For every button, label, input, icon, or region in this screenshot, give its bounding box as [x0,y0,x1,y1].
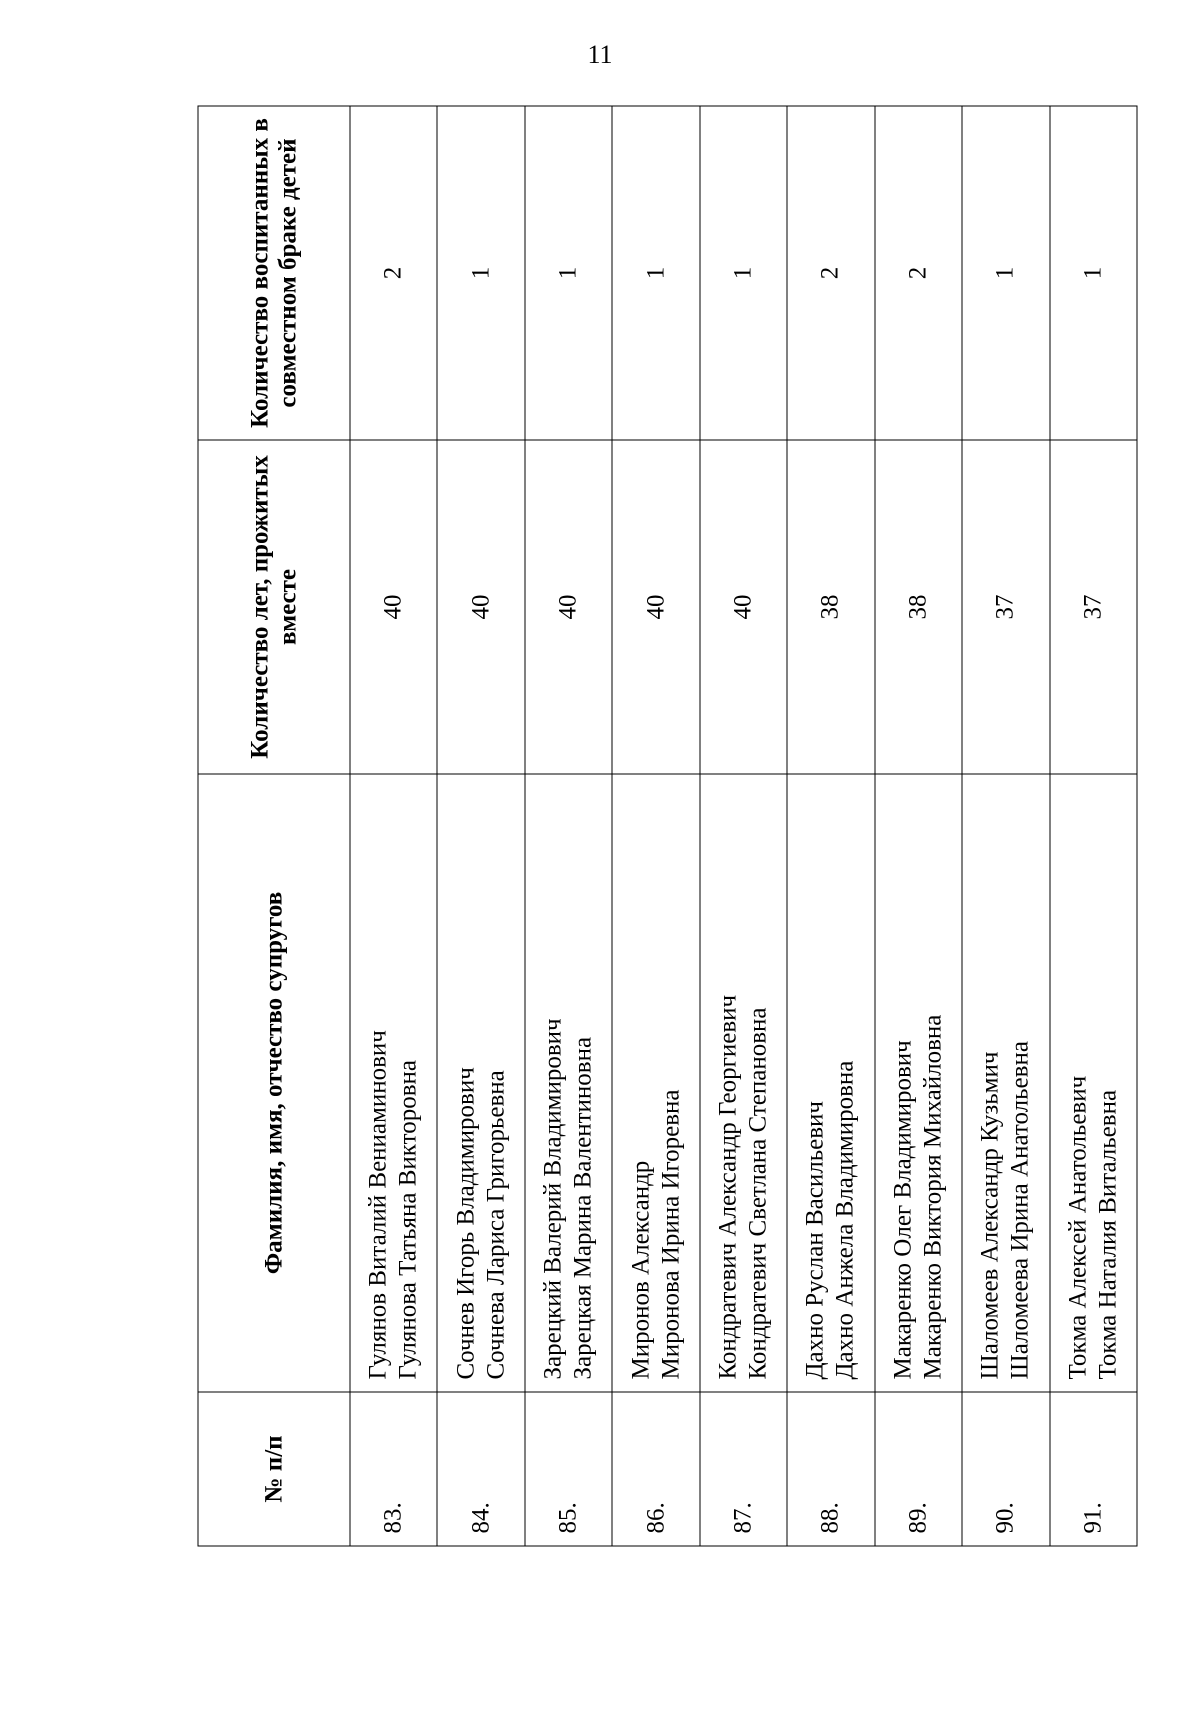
children-count: 2 [875,106,962,440]
table-header-row [198,106,350,1546]
spouse-names [437,774,524,1392]
table-row [525,106,612,1546]
row-number: 86. [612,1392,699,1546]
husband-name: Зарецкий Валерий Владимирович [539,1018,567,1380]
wife-name: Гулянова Татьяна Викторовна [394,1060,422,1380]
children-count: 1 [437,106,524,440]
table-row [612,106,699,1546]
spouse-names [1050,774,1138,1392]
years-together: 40 [612,440,699,774]
children-count: 2 [787,106,874,440]
row-number: 85. [525,1392,612,1546]
wife-name: Шаломеева Ирина Анатольевна [1006,1041,1034,1380]
header-years: Количество лет, прожитых вместе [198,440,350,774]
years-together: 40 [437,440,524,774]
spouse-names [350,774,437,1392]
husband-name: Миронов Александр [627,1160,655,1380]
header-names: Фамилия, имя, отчество супругов [198,774,350,1392]
row-number: 91. [1050,1392,1138,1546]
husband-name: Кондратевич Александр Георгиевич [714,994,742,1380]
table-row [875,106,962,1546]
wife-name: Макаренко Виктория Михайловна [919,1014,947,1380]
row-number: 90. [962,1392,1049,1546]
table-row [700,106,787,1546]
wife-name: Дахно Анжела Владимировна [831,1060,859,1380]
spouse-names [700,774,787,1392]
header-num: № п/п [198,1392,350,1546]
years-together: 40 [700,440,787,774]
wife-name: Сочнева Лариса Григорьевна [482,1070,510,1380]
years-together: 38 [875,440,962,774]
years-together: 40 [525,440,612,774]
row-number: 83. [350,1392,437,1546]
husband-name: Шаломеев Александр Кузьмич [976,1051,1004,1380]
row-number: 87. [700,1392,787,1546]
husband-name: Сочнев Игорь Владимирович [452,1067,480,1380]
wife-name: Кондратевич Светлана Степановна [744,1007,772,1380]
children-count: 1 [962,106,1049,440]
husband-name: Гулянов Виталий Вениаминович [364,1030,392,1380]
children-count: 2 [350,106,437,440]
spouses-table [198,106,1138,1547]
table-row [350,106,437,1546]
wife-name: Миронова Ирина Игоревна [657,1089,685,1380]
children-count: 1 [700,106,787,440]
husband-name: Дахно Руслан Васильевич [801,1101,829,1380]
row-number: 88. [787,1392,874,1546]
children-count: 1 [525,106,612,440]
husband-name: Токма Алексей Анатольевич [1064,1075,1092,1380]
table-row [962,106,1049,1546]
table-row [787,106,874,1546]
children-count: 1 [612,106,699,440]
spouse-names [612,774,699,1392]
spouse-names [525,774,612,1392]
years-together: 37 [1050,440,1138,774]
table-row [1050,106,1138,1546]
spouse-names [962,774,1049,1392]
table-frame [197,106,1137,1546]
years-together: 37 [962,440,1049,774]
row-number: 84. [437,1392,524,1546]
table-row [437,106,524,1546]
row-number: 89. [875,1392,962,1546]
years-together: 38 [787,440,874,774]
children-count: 1 [1050,106,1138,440]
wife-name: Зарецкая Марина Валентиновна [569,1036,597,1380]
spouse-names [875,774,962,1392]
spouse-names [787,774,874,1392]
wife-name: Токма Наталия Витальевна [1094,1089,1122,1380]
page-number: 11 [587,40,613,69]
header-children: Количество воспитанных в совместном браке детей [198,106,350,440]
years-together: 40 [350,440,437,774]
husband-name: Макаренко Олег Владимирович [889,1040,917,1380]
